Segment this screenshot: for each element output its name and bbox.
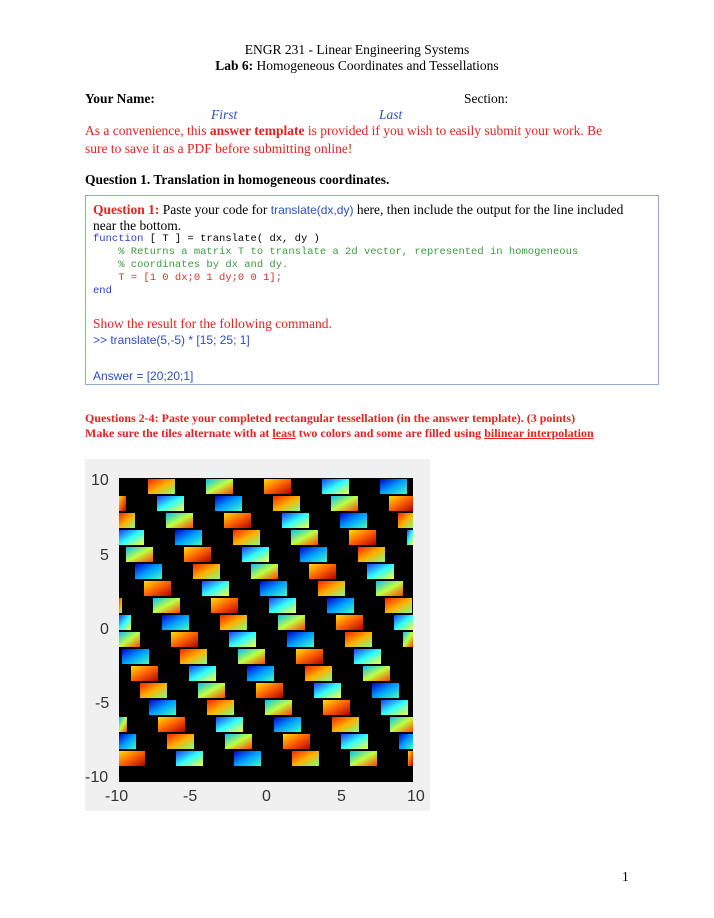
code-keyword-end: end [93, 285, 112, 297]
tessellation-tile [323, 700, 350, 715]
tessellation-tile [381, 700, 408, 715]
tessellation-tile [331, 496, 358, 511]
tessellation-tile [234, 751, 261, 766]
tessellation-tile [119, 615, 131, 630]
tessellation-tile [140, 683, 167, 698]
tessellation-tile [398, 513, 413, 528]
tessellation-tile [126, 547, 153, 562]
tessellation-tile [247, 666, 274, 681]
x-tick-5: 5 [337, 788, 346, 805]
notice-part1: As a convenience, this [85, 123, 210, 138]
tessellation-tile [305, 666, 332, 681]
tessellation-tile [224, 513, 251, 528]
tessellation-tile [119, 632, 140, 647]
tessellation-tile [296, 649, 323, 664]
tessellation-tile [274, 717, 301, 732]
tessellation-tile [264, 479, 291, 494]
y-tick-neg5: -5 [95, 695, 110, 712]
tessellation-tile [119, 598, 122, 613]
tessellation-tile [282, 513, 309, 528]
tessellation-tile [389, 496, 413, 511]
tessellation-tile [291, 530, 318, 545]
q1-text-a: Paste your code for [159, 202, 271, 217]
tessellation-tile [403, 632, 413, 647]
y-tick-neg10: -10 [85, 769, 109, 786]
tessellation-tile [394, 615, 413, 630]
tessellation-tile [153, 598, 180, 613]
y-tick-5: 5 [100, 547, 109, 564]
tessellation-tile [318, 581, 345, 596]
tessellation-tile [273, 496, 300, 511]
tessellation-tile [340, 513, 367, 528]
tessellation-tile [119, 734, 136, 749]
tessellation-tile [215, 496, 242, 511]
tessellation-tile [350, 751, 377, 766]
y-tick-10: 10 [91, 472, 109, 489]
q1-prompt [93, 202, 655, 234]
tessellation-tile [278, 615, 305, 630]
tessellation-plot [85, 459, 430, 811]
q1-heading: Question 1. Translation in homogeneous coordinates. [85, 172, 390, 187]
tessellation-tile [206, 479, 233, 494]
x-tick-0: 0 [262, 788, 271, 805]
tessellation-tile [322, 479, 349, 494]
code-signature: [ T ] = translate( dx, dy ) [143, 233, 320, 245]
tessellation-tile [171, 632, 198, 647]
tessellation-tile [349, 530, 376, 545]
q24-line2-b: two colors and some are filled using [295, 426, 485, 440]
x-tick-10: 10 [407, 788, 425, 805]
tessellation-tile [176, 751, 203, 766]
tessellation-tile [309, 564, 336, 579]
section-label: Section: [464, 91, 509, 106]
tessellation-tile [256, 683, 283, 698]
tessellation-tile [376, 581, 403, 596]
notice-bold: answer template [209, 123, 305, 138]
tessellation-tile [198, 683, 225, 698]
q24-bilinear: bilinear interpolation [484, 426, 594, 440]
course-title: ENGR 231 - Linear Engineering Systems [244, 42, 470, 57]
tessellation-tile [180, 649, 207, 664]
tessellation-tile [158, 717, 185, 732]
tessellation-tile [314, 683, 341, 698]
tessellation-tile [166, 513, 193, 528]
tessellation-tile [225, 734, 252, 749]
tessellation-tile [167, 734, 194, 749]
tessellation-tile [189, 666, 216, 681]
code-assignment: T = [1 0 dx;0 1 dy;0 0 1]; [93, 272, 283, 284]
tessellation-tile [131, 666, 158, 681]
tessellation-tile [283, 734, 310, 749]
tessellation-tile [341, 734, 368, 749]
answer-text: Answer = [20;20;1] [93, 369, 194, 383]
lab-name: Homogeneous Coordinates and Tessellations [253, 58, 499, 73]
tessellation-tile [292, 751, 319, 766]
code-comment-2: % coordinates by dx and dy. [93, 259, 289, 271]
tessellation-tile [358, 547, 385, 562]
tessellation-tile [287, 632, 314, 647]
notice-part2: is provided if you wish to easily submit your work. Be [304, 123, 603, 138]
command-text: >> translate(5,-5) * [15; 25; 1] [93, 333, 250, 347]
tessellation-tile [300, 547, 327, 562]
tessellation-tile [372, 683, 399, 698]
tessellation-tile [162, 615, 189, 630]
tessellation-tile [399, 734, 413, 749]
tessellation-tile [229, 632, 256, 647]
q24-least: least [272, 426, 296, 440]
tessellation-tile [265, 700, 292, 715]
code-comment-1: % Returns a matrix T to translate a 2d vector, represented in homogeneous [93, 246, 579, 258]
tessellation-tile [119, 530, 144, 545]
tessellation-tile [385, 598, 412, 613]
tessellation-tile [251, 564, 278, 579]
tessellation-tile [119, 751, 145, 766]
tessellation-tile [345, 632, 372, 647]
tessellation-tile [260, 581, 287, 596]
q1-function-name: translate(dx,dy) [270, 203, 354, 217]
first-name-label: First [211, 107, 238, 122]
notice [85, 122, 675, 158]
last-name-label: Last [379, 107, 403, 122]
tessellation-tile [119, 513, 135, 528]
tessellation-tile [327, 598, 354, 613]
tessellation-tile [119, 496, 126, 511]
tessellation-tile [184, 547, 211, 562]
q24-line1: Questions 2-4: Paste your completed rectangular tessellation (in the answer template). (3 points) [85, 411, 576, 425]
tessellation-tile [233, 530, 260, 545]
tessellation-tile [407, 530, 413, 545]
page-number: 1 [622, 869, 629, 884]
tessellation-tile [135, 564, 162, 579]
code-line-1 [93, 233, 320, 245]
name-label: Your Name: [85, 91, 155, 106]
lab-title [0, 58, 714, 74]
lab-prefix: Lab 6: [215, 58, 254, 73]
q24-line2-a: Make sure the tiles alternate with at [85, 426, 273, 440]
q1-text-b: here, then include the output for the line included [353, 202, 624, 217]
tessellation-tile [408, 751, 413, 766]
tessellation-tile [175, 530, 202, 545]
tessellation-tile [216, 717, 243, 732]
tessellation-tile [332, 717, 359, 732]
tessellation-tile [269, 598, 296, 613]
tessellation-tile [238, 649, 265, 664]
show-result-text: Show the result for the following command. [93, 316, 332, 331]
tessellation-tile [207, 700, 234, 715]
notice-line2: sure to save it as a PDF before submitting online! [85, 141, 353, 156]
q24-line2 [85, 426, 594, 441]
tessellation-tile [390, 717, 413, 732]
tessellation-tile [148, 479, 175, 494]
tessellation-tile [149, 700, 176, 715]
q1-text-c: near the bottom. [93, 218, 182, 233]
tessellation-tile [242, 547, 269, 562]
tessellation-tile [157, 496, 184, 511]
x-tick-neg5: -5 [183, 788, 198, 805]
tessellation-figure [85, 459, 430, 811]
tessellation-tile [380, 479, 407, 494]
tessellation-tile [220, 615, 247, 630]
tessellation-tile [363, 666, 390, 681]
tessellation-tile [119, 717, 127, 732]
tessellation-tile [211, 598, 238, 613]
q1-label: Question 1: [93, 202, 160, 217]
tessellation-tile [367, 564, 394, 579]
tessellation-tile [354, 649, 381, 664]
y-tick-0: 0 [100, 621, 109, 638]
tessellation-tile [336, 615, 363, 630]
tessellation-tile [193, 564, 220, 579]
code-keyword-function: function [93, 233, 144, 245]
x-tick-neg10: -10 [105, 788, 129, 805]
tessellation-tile [202, 581, 229, 596]
tessellation-tile [122, 649, 149, 664]
tessellation-tile [144, 581, 171, 596]
